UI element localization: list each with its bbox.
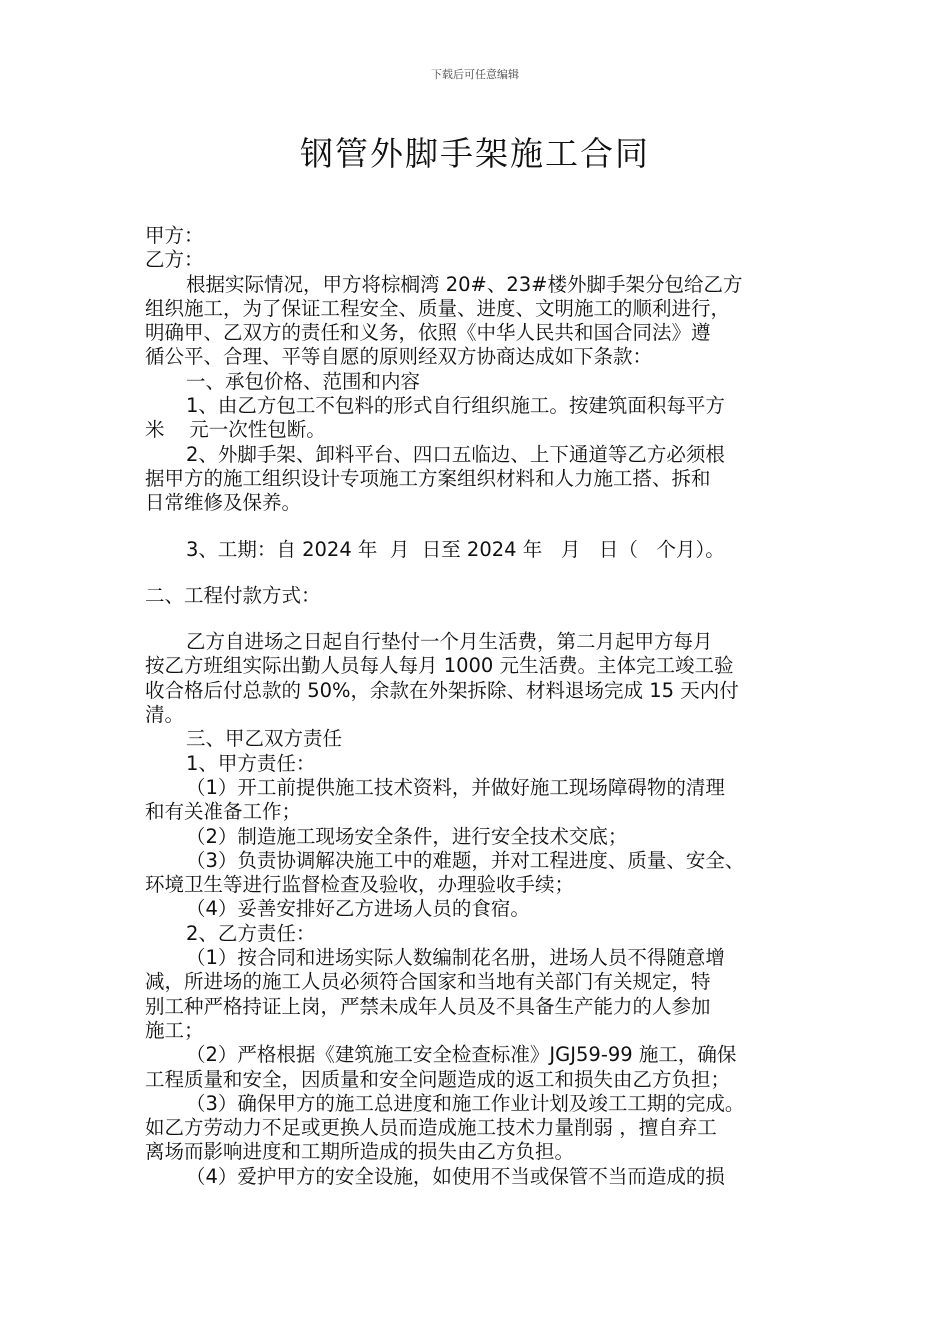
preamble-line: 循公平、合理、平等自愿的原则经双方协商达成如下条款： xyxy=(145,345,653,369)
clause-line: 别工种严格持证上岗，严禁未成年人员及不具备生产能力的人参加 xyxy=(145,994,711,1018)
subsection-heading: 2、乙方责任： xyxy=(186,921,316,945)
clause-line: （3）负责协调解决施工中的难题，并对工程进度、质量、安全、 xyxy=(186,848,745,872)
preamble-line: 组织施工，为了保证工程安全、质量、进度、文明施工的顺利进行， xyxy=(145,296,731,320)
clause-line: （1）按合同和进场实际人数编制花名册，进场人员不得随意增 xyxy=(186,946,725,970)
party-a-line: 甲方： xyxy=(145,224,204,247)
clause-line: （4）妥善安排好乙方进场人员的食宿。 xyxy=(186,897,530,921)
clause-line: 米 元一次性包断。 xyxy=(145,418,326,442)
subsection-heading: 1、甲方责任： xyxy=(186,751,316,775)
clause-line: 乙方自进场之日起自行垫付一个月生活费，第二月起甲方每月 xyxy=(186,630,713,654)
document-title: 钢管外脚手架施工合同 xyxy=(300,134,650,173)
party-b-line: 乙方： xyxy=(145,248,204,272)
clause-line: 1、由乙方包工不包料的形式自行组织施工。按建筑面积每平方 xyxy=(186,394,725,418)
preamble-line: 根据实际情况，甲方将棕榈湾 20#、23#楼外脚手架分包给乙方 xyxy=(186,272,743,296)
header-note: 下载后可任意编辑 xyxy=(431,68,519,81)
clause-line: （2）严格根据《建筑施工安全检查标准》JGJ59-99 施工，确保 xyxy=(186,1043,737,1067)
clause-line: （2）制造施工现场安全条件，进行安全技术交底； xyxy=(186,824,628,848)
section-heading: 三、甲乙双方责任 xyxy=(186,727,343,751)
section-heading: 二、工程付款方式： xyxy=(145,583,321,607)
clause-line: 减，所进场的施工人员必须符合国家和当地有关部门有关规定，特 xyxy=(145,970,711,994)
clause-line: 施工； xyxy=(145,1018,204,1042)
clause-line: （4）爱护甲方的安全设施，如使用不当或保管不当而造成的损 xyxy=(186,1164,725,1188)
clause-line: 工程质量和安全，因质量和安全问题造成的返工和损失由乙方负担； xyxy=(145,1067,731,1091)
clause-line: 清。 xyxy=(145,703,185,727)
clause-line: 收合格后付总款的 50%，余款在外架拆除、材料退场完成 15 天内付 xyxy=(145,678,739,702)
preamble-line: 明确甲、乙双方的责任和义务，依照《中华人民共和国合同法》遵 xyxy=(145,321,711,345)
clause-line: 日常维修及保养。 xyxy=(145,491,302,515)
clause-line: 按乙方班组实际出勤人员每人每月 1000 元生活费。主体完工竣工验 xyxy=(145,654,734,678)
clause-line: 2、外脚手架、卸料平台、四口五临边、上下通道等乙方必须根 xyxy=(186,442,725,466)
clause-line: （3）确保甲方的施工总进度和施工作业计划及竣工工期的完成。 xyxy=(186,1091,745,1115)
clause-line: 3、工期：自 2024 年 月 日至 2024 年 月 日（ 个月）。 xyxy=(186,537,725,561)
contract-body xyxy=(145,224,825,1189)
clause-line: 离场而影响进度和工期所造成的损失由乙方负担。 xyxy=(145,1140,575,1164)
clause-line: （1）开工前提供施工技术资料，并做好施工现场障碍物的清理 xyxy=(186,775,725,799)
clause-line: 环境卫生等进行监督检查及验收，办理验收手续； xyxy=(145,873,575,897)
clause-line: 如乙方劳动力不足或更换人员而造成施工技术力量削弱 ，擅自弃工 xyxy=(145,1116,717,1140)
clause-line: 和有关准备工作； xyxy=(145,800,302,824)
clause-line: 据甲方的施工组织设计专项施工方案组织材料和人力施工搭、拆和 xyxy=(145,466,711,490)
section-heading: 一、承包价格、范围和内容 xyxy=(186,369,421,393)
